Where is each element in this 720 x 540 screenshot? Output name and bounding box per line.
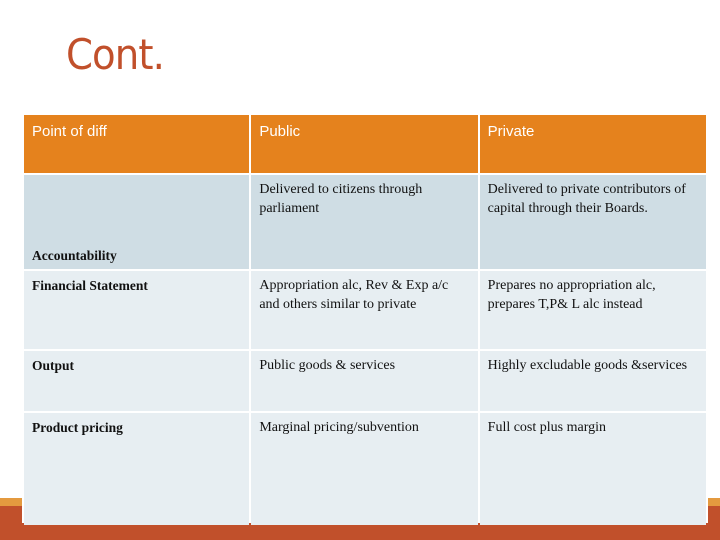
row-label: Product pricing <box>24 413 249 525</box>
row-label: Accountability <box>24 175 249 269</box>
private-cell: Highly excludable goods &services <box>480 351 706 411</box>
row-label: Financial Statement <box>24 271 249 349</box>
header-public: Public <box>251 115 477 173</box>
comparison-table-container <box>22 113 708 523</box>
public-cell: Delivered to citizens through parliament <box>251 175 477 269</box>
comparison-table <box>22 113 708 527</box>
public-cell: Appropriation alc, Rev & Exp a/c and others similar to private <box>251 271 477 349</box>
private-cell: Full cost plus margin <box>480 413 706 525</box>
private-cell: Delivered to private contributors of capital through their Boards. <box>480 175 706 269</box>
header-private: Private <box>480 115 706 173</box>
public-cell: Public goods & services <box>251 351 477 411</box>
private-cell: Prepares no appropriation alc, prepares T,P& L alc instead <box>480 271 706 349</box>
header-point-of-diff: Point of diff <box>24 115 249 173</box>
table-header-row <box>24 115 706 173</box>
table-row <box>24 175 706 269</box>
slide-title: Cont. <box>66 30 164 79</box>
table-row <box>24 351 706 411</box>
row-label: Output <box>24 351 249 411</box>
table-row <box>24 271 706 349</box>
table-row <box>24 413 706 525</box>
public-cell: Marginal pricing/subvention <box>251 413 477 525</box>
